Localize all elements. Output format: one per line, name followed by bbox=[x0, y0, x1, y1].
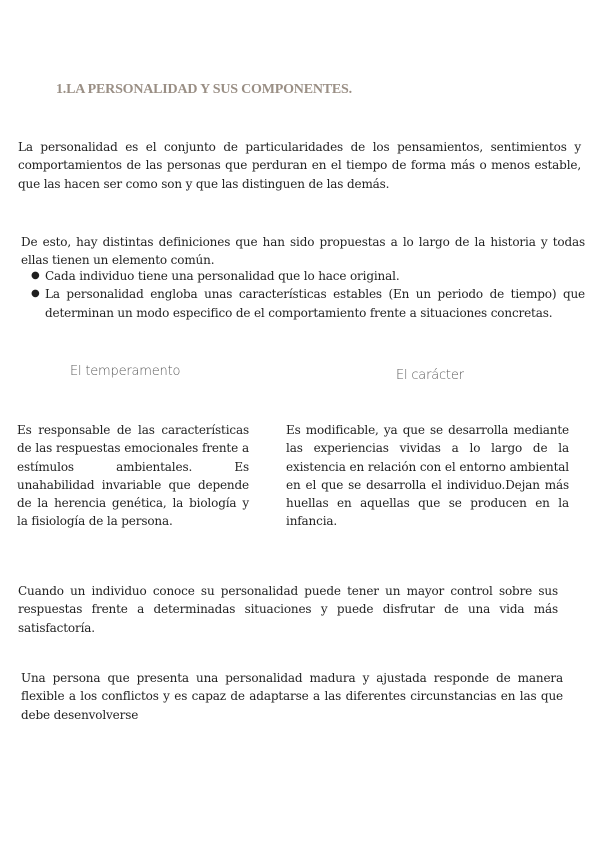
mature-paragraph: Una persona que presenta una personalidad madura y ajustada responde de manera flexible a los conflictos y es capaz de adaptarse a las diferentes circunstancias en las que debe desenvolverse bbox=[21, 671, 563, 722]
list-item-text: Cada individuo tiene una personalidad que lo hace original. bbox=[45, 269, 400, 283]
temperamento-text: Es responsable de las características de las respuestas emocionales frente a estímulos ambientales. Es unahabilidad invariable que depende de la herencia genética, la biología y la fisiología de la persona. bbox=[17, 423, 249, 529]
bullet-icon: ● bbox=[31, 270, 40, 281]
temperamento-heading: El temperamento bbox=[70, 364, 181, 379]
page-title: 1.LA PERSONALIDAD Y SUS COMPONENTES. bbox=[56, 82, 352, 97]
caracter-text: Es modificable, ya que se desarrolla mediante las experiencias vividas a lo largo de la existencia en relación con el entorno ambiental en el que se desarrolla el individuo.Dejan más huellas en aquellas que se producen en la infancia. bbox=[286, 423, 569, 529]
control-paragraph: Cuando un individuo conoce su personalidad puede tener un mayor control sobre sus respuestas frente a determinadas situaciones y puede disfrutar de una vida más satisfactoría. bbox=[18, 584, 558, 635]
list-item bbox=[21, 285, 585, 322]
list-item bbox=[21, 267, 585, 285]
definitions-list bbox=[21, 267, 585, 322]
list-item-text: La personalidad engloba unas características estables (En un periodo de tiempo) que determinan un modo especifico de el comportamiento frente a situaciones concretas. bbox=[45, 287, 585, 320]
caracter-heading: El carácter bbox=[396, 368, 464, 383]
intro-paragraph: La personalidad es el conjunto de particularidades de los pensamientos, sentimientos y comportamientos de las personas que perduran en el tiempo de forma más o menos estable, que las hacen ser como son y que las distinguen de las demás. bbox=[18, 140, 581, 191]
definitions-intro-paragraph: De esto, hay distintas definiciones que han sido propuestas a lo largo de la historia y todas ellas tienen un elemento común. bbox=[21, 235, 585, 268]
bullet-icon: ● bbox=[31, 288, 40, 300]
